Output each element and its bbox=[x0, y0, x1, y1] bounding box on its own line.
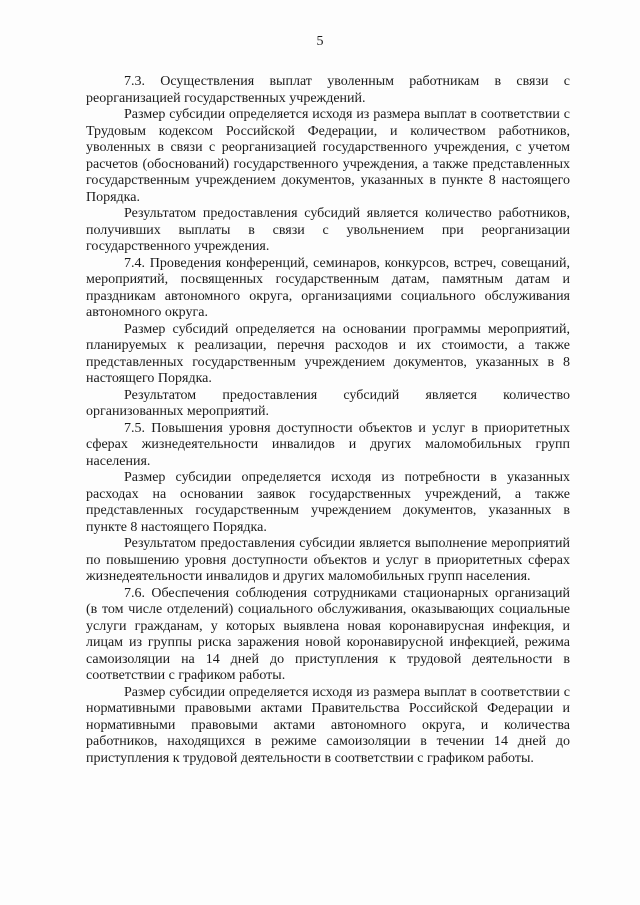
paragraph-7-5-heading: 7.5. Повышения уровня доступности объектов и услуг в приоритетных сферах жизнедеятельности инвалидов и других маломобильных групп населения. bbox=[86, 420, 570, 469]
paragraph-7-3-result: Результатом предоставления субсидий является количество работников, получивших выплаты в связи с увольнением при реорганизации государственного учреждения. bbox=[86, 206, 570, 254]
paragraph-7-5-amount: Размер субсидии определяется исходя из потребности в указанных расходах на основании заявок государственных учреждений, а также представленных государственным учреждением документов, указанных в пункте 8 настоящего Порядка. bbox=[86, 470, 570, 535]
page-number: 5 bbox=[316, 34, 324, 49]
paragraph-7-4-heading: 7.4. Проведения конференций, семинаров, конкурсов, встреч, совещаний, мероприятий, посвященных государственным датам, памятным датам и праздникам автономного округа, организациями социального обслуживания автономного округа. bbox=[86, 255, 570, 320]
paragraph-7-4-result: Результатом предоставления субсидий является количество организованных мероприятий. bbox=[86, 387, 570, 419]
paragraph-7-3-amount: Размер субсидии определяется исходя из размера выплат в соответствии с Трудовым кодексом Российской Федерации, и количеством работников, уволенных в связи с реорганизацией государственного учреждения, с учетом расчетов (обоснований) государственного учреждения, а также представленных государственным учреждением документов, указанных в пункте 8 настоящего Порядка. bbox=[86, 107, 570, 205]
paragraph-7-6-heading: 7.6. Обеспечения соблюдения сотрудниками стационарных организаций (в том числе отделений) социального обслуживания, оказывающих социальные услуги гражданам, у которых выявлена новая коронавирусная инфекция, и лицам из группы риска заражения новой коронавирусной инфекцией, режима самоизоляции на 14 дней до приступления к трудовой деятельности в соответствии с графиком работы. bbox=[86, 585, 570, 683]
paragraph-7-5-result: Результатом предоставления субсидии является выполнение мероприятий по повышению уровня доступности объектов и услуг в приоритетных сферах жизнедеятельности инвалидов и других маломобильных групп населения. bbox=[86, 536, 570, 584]
paragraph-7-4-amount: Размер субсидий определяется на основании программы мероприятий, планируемых к реализации, перечня расходов и их стоимости, а также представленных государственным учреждением документов, указанных в 8 настоящего Порядка. bbox=[86, 321, 570, 386]
document-body bbox=[86, 74, 570, 767]
paragraph-7-6-amount: Размер субсидии определяется исходя из размера выплат в соответствии с нормативными правовыми актами Правительства Российской Федерации и нормативными правовыми актами автономного округа, и количества работников, находящихся в режиме самоизоляции в течении 14 дней до приступления к трудовой деятельности в соответствии с графиком работы. bbox=[86, 684, 570, 766]
paragraph-7-3-heading: 7.3. Осуществления выплат уволенным работникам в связи с реорганизацией государственных учреждений. bbox=[86, 74, 570, 106]
